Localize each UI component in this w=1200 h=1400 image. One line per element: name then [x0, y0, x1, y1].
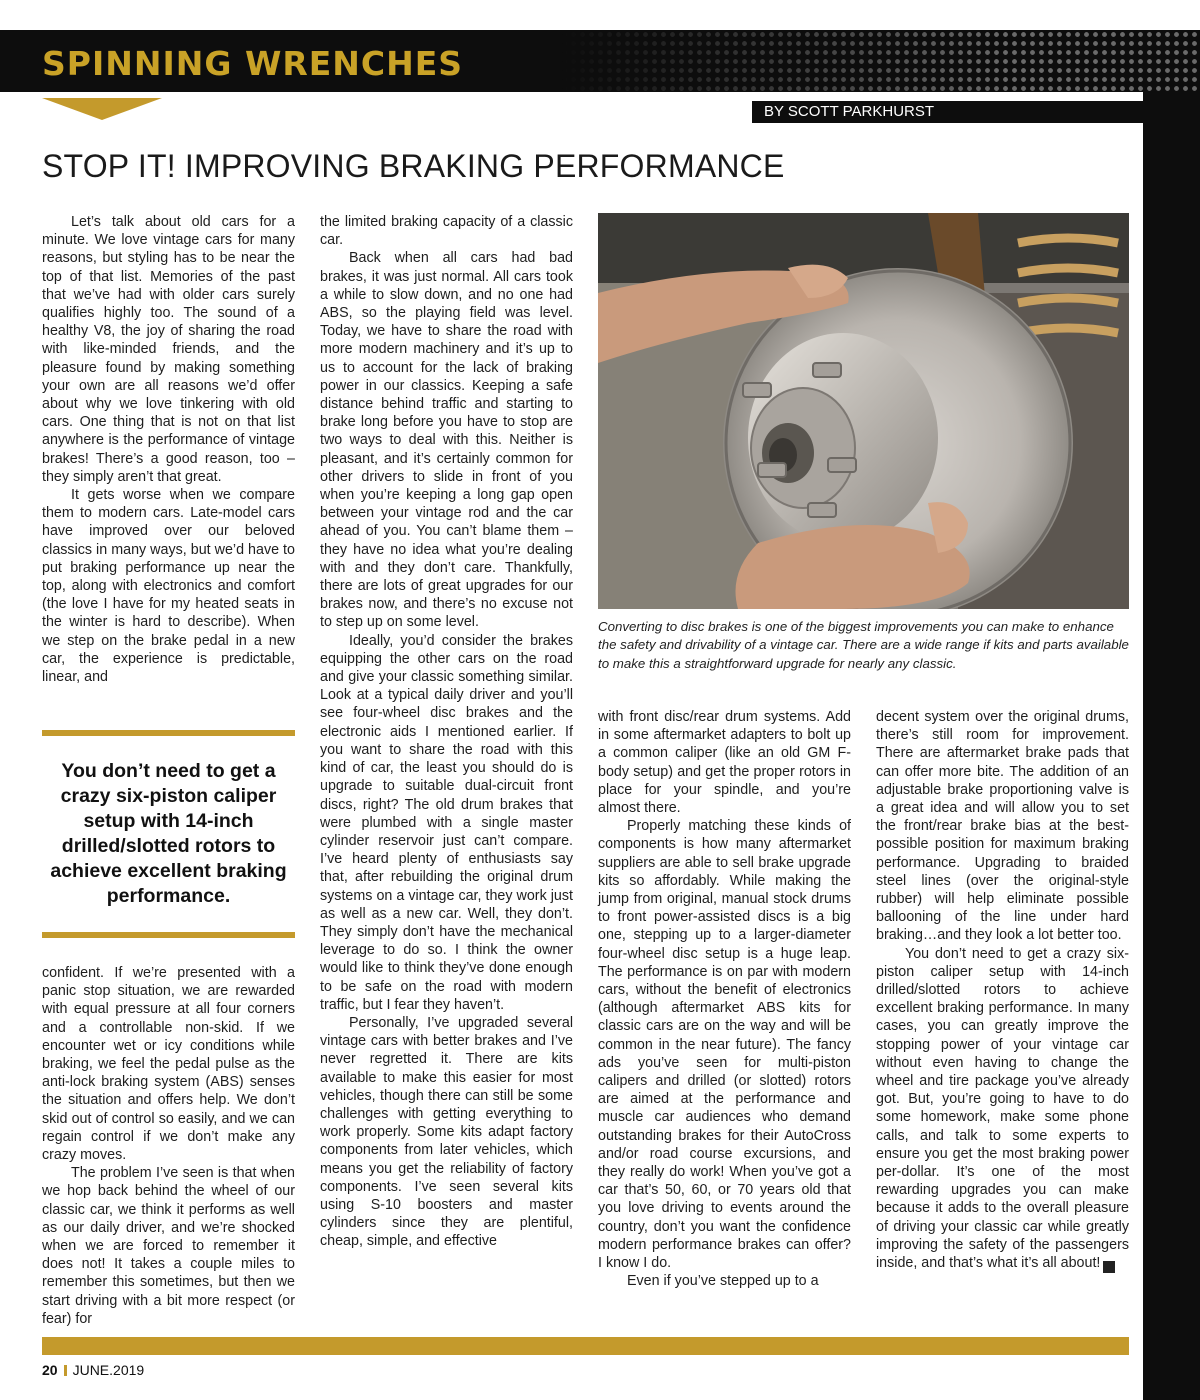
- paragraph-text: You don’t need to get a crazy six-piston caliper setup with 14-inch drilled/slotted rotors to achieve excellent braking performance. In many cases, you can greatly improve the stopping power of your vintage car without even having to change the wheel and tire package you’ve already got. But, you’re going to have to do some homework, make some phone calls, and talk to some experts to ensure you get the most braking power per-dollar. It’s one of the most rewarding upgrades you can make because it adds to the overall pleasure of driving your classic car while greatly improving the safety of the passengers inside, and that’s what it’s all about!: [876, 945, 1129, 1272]
- photo-caption: Converting to disc brakes is one of the biggest improvements you can make to enhance the safety and drivability of a vintage car. There are a wide range if kits and parts available to make this a straightforward upgrade for nearly any classic.: [598, 619, 1129, 671]
- paragraph: [876, 945, 1143, 1273]
- pull-quote: You don’t need to get a crazy six-piston caliper setup with 14-inch drilled/slotted rotors to achieve excellent braking performance.: [50, 760, 287, 907]
- paragraph: decent system over the original drums, there’s still room for improvement. There are aftermarket brake pads that can offer more bite. The addition of an adjustable brake proportioning valve is a great idea and will allow you to set the front/rear brake bias at the best-possible position for maximum braking performance. Upgrading to braided steel lines (over the original-style rubber) will help eliminate possible ballooning of the line under hard braking…and they look a lot better too.: [876, 709, 1129, 944]
- pull-quote-bottom-rule: [42, 932, 295, 938]
- column-4: [876, 708, 1143, 1273]
- folio: [42, 1362, 144, 1378]
- footer-rule: [42, 1337, 1129, 1355]
- pull-quote-top-rule: [42, 730, 295, 736]
- page-edge-band: [1143, 92, 1200, 1400]
- top-margin: [0, 0, 1200, 30]
- halftone-pattern: [560, 30, 1200, 92]
- folio-separator: [64, 1365, 67, 1376]
- brake-rotor-photo: [598, 213, 1129, 609]
- paragraph: Let’s talk about old cars for a minute. We love vintage cars for many reasons, but styling has to be near the top of that list. Memories of the past that we’ve had with older cars surely qualifies highly too. The sound of a healthy V8, the joy of sharing the road with like-minded friends, and the pleasure found by making something your own are all reasons we’d offer about why we love tinkering with old cars. One thing that is not on that list anywhere is the performance of vintage brakes! There’s a good reason, too – they simply aren’t that great.: [42, 214, 295, 485]
- section-title: SPINNING WRENCHES: [42, 44, 464, 83]
- paragraph: The problem I’ve seen is that when we hop back behind the wheel of our classic car, we think it performs as well as our daily driver, and we’re shocked when we are forced to remember it does not! It takes a couple miles to remember this sometimes, but then we start driving with a bit more respect (or fear) for: [42, 1165, 295, 1327]
- column-1-top: [42, 213, 295, 686]
- end-of-article-icon: CC: [1103, 1261, 1115, 1273]
- paragraph: the limited braking capacity of a classic car.: [320, 214, 573, 249]
- column-1-bottom: [42, 964, 295, 1328]
- issue-date: JUNE.2019: [72, 1362, 145, 1378]
- paragraph: Back when all cars had bad brakes, it was just normal. All cars took a while to slow down, and no one had ABS, so the playing field was level. Today, we have to share the road with more modern machinery and it’s up to us to account for the lack of braking power in our classics. Keeping a safe distance behind traffic and starting to brake long before you have to stop are two ways to deal with this. Neither is pleasant, and it’s certainly common for other drivers to slide in front of you when you’re keeping a long gap open between your vintage rod and the car ahead of you. You can’t blame them – they have no idea what you’re dealing with and they don’t care. Thankfully, there are lots of great upgrades for our brakes now, and there’s no excuse not to step up on some level.: [320, 250, 573, 631]
- column-3: [598, 708, 851, 1291]
- paragraph: with front disc/rear drum systems. Add in some aftermarket adapters to bolt up a common caliper (like an old GM F-body setup) and get the proper rotors in place for your spindle, and you’re almost there.: [598, 709, 851, 817]
- header-arrow-icon: [42, 98, 162, 120]
- paragraph: Ideally, you’d consider the brakes equipping the other cars on the road and give your classic something similar. Look at a typical daily driver and you’ll see four-wheel disc brakes and the electronic aids I mentioned earlier. If you want to share the road with this kind of car, the least you should do is upgrade to suitable dual-circuit front discs, right? The old drum brakes that were plumbed with a single master cylinder reservoir just can’t compare. I’ve heard plenty of enthusiasts say that, after rebuilding the original drum systems on a vintage car, they work just as well as a new car. Well, they don’t. They simply don’t have the mechanical leverage to do so. I think the owner would like to think they’ve done enough to be safe on the road with modern traffic, but I fear they haven’t.: [320, 632, 573, 1013]
- paragraph: Personally, I’ve upgraded several vintage cars with better brakes and I’ve never regretted it. There are kits available to make this easier for most vehicles, though there can still be some challenges with getting everything to work properly. Some kits adapt factory components from later vehicles, which means you get the reliability of factory components. I’ve seen several kits using S-10 boosters and master cylinders since they are plentiful, cheap, simple, and effective: [320, 1014, 573, 1250]
- page-number: 20: [42, 1362, 58, 1378]
- headline: STOP IT! IMPROVING BRAKING PERFORMANCE: [42, 148, 785, 184]
- byline: BY SCOTT PARKHURST: [752, 101, 1143, 123]
- paragraph: It gets worse when we compare them to modern cars. Late-model cars have improved over our beloved classics in many ways, but we’d have to put braking performance up near the top, along with electronics and comfort (the love I have for my heated seats in the winter is hard to describe). When we step on the brake pedal in a new car, the experience is predictable, linear, and: [42, 487, 295, 686]
- paragraph: Properly matching these kinds of components is how many aftermarket suppliers are able to sell brake upgrade kits so affordably. While making the jump from original, manual stock drums to front power-assisted discs is a big one, stepping up to a larger-diameter four-wheel disc setup is a huge leap. The performance is on par with modern cars, without the benefit of electronics (although aftermarket ABS kits for classic cars are on the way and will be common in the near future). The fancy ads you’ve seen for multi-piston calipers and drilled (or slotted) rotors are aimed at the performance and muscle car audiences who demand outstanding brakes for their AutoCross and/or road course excursions, and they really do work! When you’ve got a car that’s 50, 60, or 70 years old that you love driving to events around the country, don’t you want the confidence modern performance brakes can offer? I know I do.: [598, 818, 851, 1272]
- paragraph: confident. If we’re presented with a panic stop situation, we are rewarded with equal pressure at all four corners and a controllable non-skid. If we encounter wet or icy conditions while braking, we feel the pedal pulse as the anti-lock braking system (ABS) senses the situation and offers help. We don’t skid out of control so easily, and we can regain control if we don’t make any crazy moves.: [42, 965, 295, 1164]
- paragraph: Even if you’ve stepped up to a: [627, 1273, 819, 1290]
- column-2: [320, 213, 573, 1251]
